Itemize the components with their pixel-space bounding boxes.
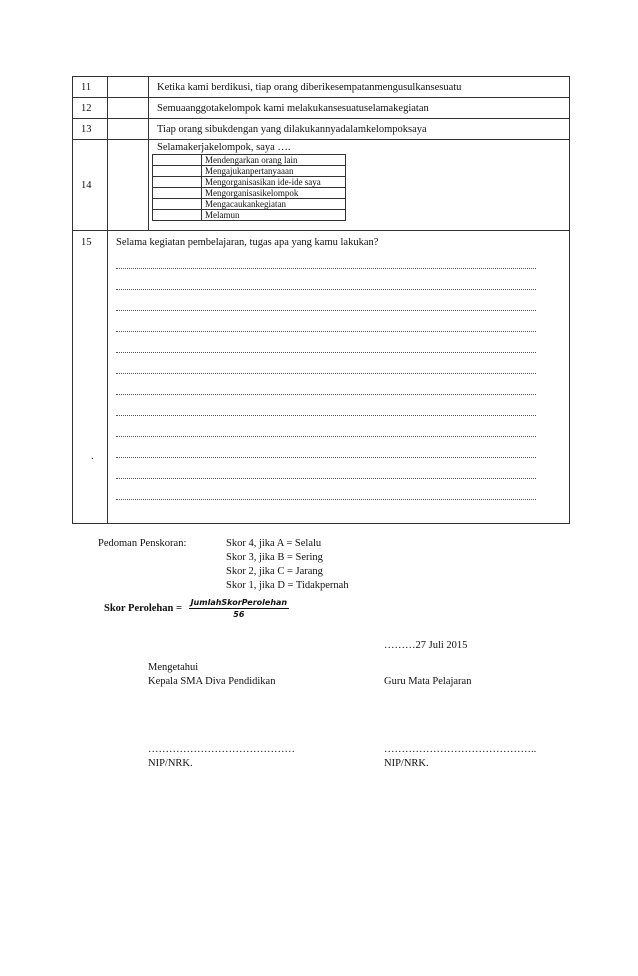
table-row (73, 119, 570, 140)
right-signature-line: …………………………………….. (384, 744, 537, 755)
open-answer-cell (108, 231, 570, 524)
row-number: 13 (73, 119, 108, 140)
option-checkbox-cell (153, 155, 202, 166)
table-row (73, 98, 570, 119)
option-checkbox-cell (153, 199, 202, 210)
answer-line[interactable] (116, 275, 536, 290)
table-row (73, 140, 570, 231)
row-number: 12 (73, 98, 108, 119)
row-statement (149, 140, 570, 231)
signature-date: ………27 Juli 2015 (384, 640, 468, 651)
answer-cell (108, 140, 149, 231)
scoring-rule: Skor 1, jika D = Tidakpernah (226, 580, 349, 591)
row15-number: 15 (81, 237, 92, 248)
row-statement: Ketika kami berdikusi, tiap orang diberikesempatanmengusulkansesuatu (149, 77, 570, 98)
option-row (153, 155, 346, 166)
left-role: Kepala SMA Diva Pendidikan (148, 676, 276, 687)
answer-line[interactable] (116, 464, 536, 479)
row-number (73, 231, 108, 524)
option-checkbox-cell (153, 166, 202, 177)
option-checkbox-cell (153, 177, 202, 188)
options-table (152, 154, 346, 221)
answer-line[interactable] (116, 485, 536, 500)
questionnaire-table (72, 76, 570, 524)
answer-cell (108, 77, 149, 98)
answer-line[interactable] (116, 296, 536, 311)
option-label: Mengacaukankegiatan (202, 199, 346, 210)
option-label: Mengajukanpertanyaaan (202, 166, 346, 177)
formula-numerator: JumlahSkorPerolehan (190, 598, 288, 607)
right-role: Guru Mata Pelajaran (384, 676, 472, 687)
right-nip: NIP/NRK. (384, 758, 429, 769)
formula-label: Skor Perolehan (104, 602, 174, 614)
row14-intro: Selamakerjakelompok, saya …. (157, 142, 291, 153)
formula-denominator: 56 (233, 610, 245, 619)
answer-line[interactable] (116, 317, 536, 332)
option-label: Mengorganisasikan ide-ide saya (202, 177, 346, 188)
option-label: Mendengarkan orang lain (202, 155, 346, 166)
option-label: Mengorganisasikelompok (202, 188, 346, 199)
table-row (73, 77, 570, 98)
row-statement: Semuaanggotakelompok kami melakukansesuatuselamakegiatan (149, 98, 570, 119)
formula-fraction (189, 598, 290, 619)
answer-line[interactable] (116, 422, 536, 437)
option-row (153, 199, 346, 210)
option-label: Melamun (202, 210, 346, 221)
score-formula (104, 598, 289, 619)
answer-line[interactable] (116, 401, 536, 416)
scoring-rule: Skor 3, jika B = Sering (226, 552, 323, 563)
answer-line[interactable] (116, 338, 536, 353)
option-row (153, 210, 346, 221)
option-checkbox-cell (153, 210, 202, 221)
option-row (153, 177, 346, 188)
row15-question: Selama kegiatan pembelajaran, tugas apa yang kamu lakukan? (116, 237, 379, 248)
table-row (73, 231, 570, 524)
answer-line[interactable] (116, 359, 536, 374)
answer-line[interactable] (116, 380, 536, 395)
option-checkbox-cell (153, 188, 202, 199)
scoring-rule: Skor 2, jika C = Jarang (226, 566, 323, 577)
left-heading: Mengetahui (148, 662, 199, 673)
option-row (153, 188, 346, 199)
scoring-label: Pedoman Penskoran: (98, 538, 187, 549)
row-number: 14 (73, 140, 108, 231)
row-number: 11 (73, 77, 108, 98)
answer-cell (108, 98, 149, 119)
row15-period: . (91, 451, 94, 462)
answer-line[interactable] (116, 254, 536, 269)
option-row (153, 166, 346, 177)
formula-equals: = (175, 602, 182, 614)
answer-lines[interactable] (116, 254, 569, 500)
left-nip: NIP/NRK. (148, 758, 193, 769)
row-statement: Tiap orang sibukdengan yang dilakukannyadalamkelompoksaya (149, 119, 570, 140)
answer-cell (108, 119, 149, 140)
scoring-rule: Skor 4, jika A = Selalu (226, 538, 322, 549)
left-signature-line: …………………………………… (148, 744, 295, 755)
answer-line[interactable] (116, 443, 536, 458)
